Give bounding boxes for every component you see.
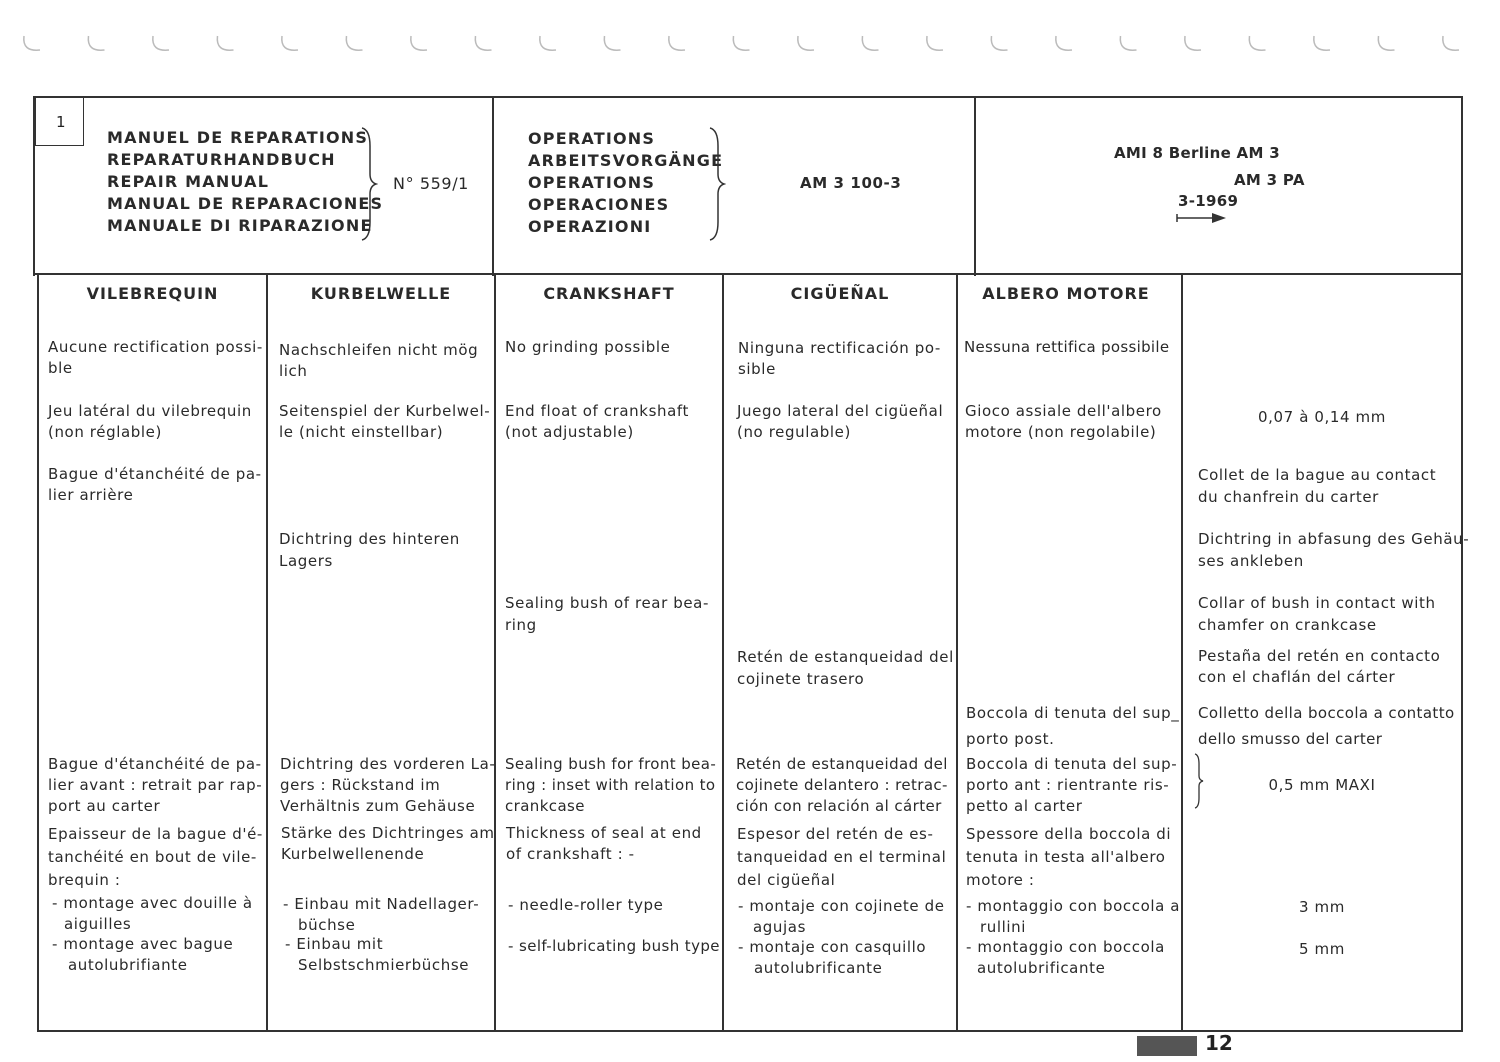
binder-hole <box>1443 36 1459 50</box>
binder-hole <box>604 36 620 50</box>
es-end-float: Juego lateral del cigüeñal (no regulable) <box>737 402 944 441</box>
es-needle-type: - montaje con cojinete de agujas <box>738 897 945 936</box>
de-front-seal: Dichtring des vorderen La- gers : Rückstand im Verhältnis zum Gehäuse <box>280 755 496 815</box>
header-col-divider-1 <box>492 96 494 276</box>
en-end-float: End float of crankshaft (not adjustable) <box>505 402 689 441</box>
de-selflub-type: - Einbau mit Selbstschmierbüchse <box>285 935 470 974</box>
binder-hole <box>798 36 814 50</box>
section-number: 1 <box>56 113 66 131</box>
it-no-grinding: Nessuna rettifica possibile <box>964 338 1170 356</box>
frame-bottom <box>37 1030 1463 1032</box>
operation-title: ARBEITSVORGÄNGE <box>528 151 724 170</box>
col-divider-5 <box>1181 274 1183 1032</box>
binder-hole <box>1056 36 1072 50</box>
value-end-float: 0,07 à 0,14 mm <box>1258 408 1386 426</box>
binder-hole <box>991 36 1007 50</box>
manual-brace <box>358 126 378 242</box>
binder-hole <box>282 36 298 50</box>
binder-hole <box>217 36 233 50</box>
col-heading-fr: VILEBREQUIN <box>86 284 219 303</box>
it-front-seal: Boccola di tenuta del sup- porto ant : rientrante ris- petto al carter <box>966 755 1178 815</box>
binder-hole <box>1185 36 1201 50</box>
binder-hole <box>733 36 749 50</box>
frame-top <box>33 96 1463 98</box>
fr-selflub-type: - montage avec bague autolubrifiante <box>52 935 234 974</box>
es-selflub-type: - montaje con casquillo autolubrificante <box>738 938 927 977</box>
es-front-seal: Retén de estanqueidad del cojinete delantero : retrac- ción con relación al cárter <box>736 755 948 815</box>
section-number-box <box>35 97 84 146</box>
binder-hole <box>1314 36 1330 50</box>
en-needle-type: - needle-roller type <box>508 896 664 914</box>
binder-hole <box>411 36 427 50</box>
manual-titles <box>107 127 383 237</box>
operation-title: OPERACIONES <box>528 195 670 214</box>
binder-hole <box>669 36 685 50</box>
manual-number: N° 559/1 <box>393 174 469 193</box>
col-divider-3 <box>722 274 724 1032</box>
de-needle-type: - Einbau mit Nadellager- büchse <box>283 895 480 934</box>
en-seal-thickness: Thickness of seal at end of crankshaft : - <box>506 824 702 863</box>
binder-hole <box>1378 36 1394 50</box>
col-divider-1 <box>266 274 268 1032</box>
operation-title: OPERAZIONI <box>528 217 652 236</box>
binder-hole <box>153 36 169 50</box>
en-selflub-type: - self-lubricating bush type <box>508 937 720 955</box>
it-needle-type: - montaggio con boccola a rullini <box>966 897 1181 936</box>
header-divider <box>33 273 1463 275</box>
binder-hole <box>475 36 491 50</box>
value-rear-de: Dichtring in abfasung des Gehäu- ses ankleben <box>1198 530 1470 570</box>
binder-hole <box>346 36 362 50</box>
value-rear-es: Pestaña del retén en contacto con el chaflán del cárter <box>1198 647 1441 686</box>
manual-title: MANUALE DI RIPARAZIONE <box>107 216 373 235</box>
model-line-1: AMI 8 Berline AM 3 <box>1114 144 1280 162</box>
it-end-float: Gioco assiale dell'albero motore (non regolabile) <box>965 402 1162 441</box>
manual-title: MANUAL DE REPARACIONES <box>107 194 384 213</box>
value-front-inset: 0,5 mm MAXI <box>1268 776 1376 794</box>
model-date: 3-1969 <box>1178 192 1239 210</box>
manual-title: REPARATURHANDBUCH <box>107 150 336 169</box>
value-rear-it: Colletto della boccola a contatto dello smusso del carter <box>1198 704 1455 748</box>
value-rear-en: Collar of bush in contact with chamfer on crankcase <box>1198 594 1436 634</box>
binder-holes <box>0 0 1500 70</box>
manual-title: REPAIR MANUAL <box>107 172 270 191</box>
de-rear-seal: Dichtring des hinteren Lagers <box>279 530 460 570</box>
page-number: 12 <box>1205 1031 1233 1055</box>
fr-needle-type: - montage avec douille à aiguilles <box>52 894 253 933</box>
de-seal-thickness: Stärke des Dichtringes am Kurbelwellenende <box>281 824 495 863</box>
value-selflub: 5 mm <box>1299 940 1345 958</box>
binder-hole <box>1249 36 1265 50</box>
col-divider-4 <box>956 274 958 1032</box>
value-rear-fr: Collet de la bague au contact du chanfrein du carter <box>1198 466 1437 506</box>
binder-hole <box>927 36 943 50</box>
model-line-2: AM 3 PA <box>1234 171 1305 189</box>
col-heading-de: KURBELWELLE <box>310 284 452 303</box>
es-seal-thickness: Espesor del retén de es- tanqueidad en el terminal del cigüeñal <box>737 825 947 889</box>
operation-titles <box>528 128 723 238</box>
en-front-seal: Sealing bush for front bea- ring : inset with relation to crankcase <box>505 755 717 815</box>
binder-hole <box>88 36 104 50</box>
en-no-grinding: No grinding possible <box>505 338 671 356</box>
page-marker-bar <box>1137 1036 1197 1056</box>
binder-hole <box>862 36 878 50</box>
arrow-right-icon <box>1176 211 1226 225</box>
de-no-grinding: Nachschleifen nicht mög lich <box>279 341 479 380</box>
operation-title: OPERATIONS <box>528 129 656 148</box>
es-rear-seal: Retén de estanqueidad del cojinete trasero <box>737 648 954 688</box>
header-col-divider-2 <box>974 96 976 276</box>
frame-left-body <box>37 274 39 1032</box>
de-end-float: Seitenspiel der Kurbelwel- le (nicht einstellbar) <box>279 402 491 441</box>
binder-hole <box>1120 36 1136 50</box>
en-rear-seal: Sealing bush of rear bea- ring <box>505 594 709 634</box>
fr-rear-seal: Bague d'étanchéité de pa- lier arrière <box>48 465 262 504</box>
fr-no-grinding: Aucune rectification possi- ble <box>48 338 263 377</box>
es-no-grinding: Ninguna rectificación po- sible <box>738 339 941 378</box>
col-divider-2 <box>494 274 496 1032</box>
binder-hole <box>540 36 556 50</box>
col-heading-en: CRANKSHAFT <box>543 284 675 303</box>
operation-brace <box>706 126 726 242</box>
value-needle: 3 mm <box>1299 898 1345 916</box>
operation-title: OPERATIONS <box>528 173 656 192</box>
it-rear-seal: Boccola di tenuta del sup_ porto post. <box>966 704 1180 748</box>
it-selflub-type: - montaggio con boccola autolubrificante <box>966 938 1165 977</box>
fr-front-seal: Bague d'étanchéité de pa- lier avant : retrait par rap- port au carter <box>48 755 263 815</box>
fr-seal-thickness: Epaisseur de la bague d'é- tanchéité en bout de vile- brequin : <box>48 825 263 889</box>
binder-hole <box>24 36 40 50</box>
col-heading-it: ALBERO MOTORE <box>982 284 1150 303</box>
fr-end-float: Jeu latéral du vilebrequin (non réglable) <box>48 402 252 441</box>
operation-code: AM 3 100-3 <box>800 174 902 192</box>
col-heading-es: CIGÜEÑAL <box>790 284 890 303</box>
manual-title: MANUEL DE REPARATIONS <box>107 128 369 147</box>
it-seal-thickness: Spessore della boccola di tenuta in testa all'albero motore : <box>966 825 1172 889</box>
